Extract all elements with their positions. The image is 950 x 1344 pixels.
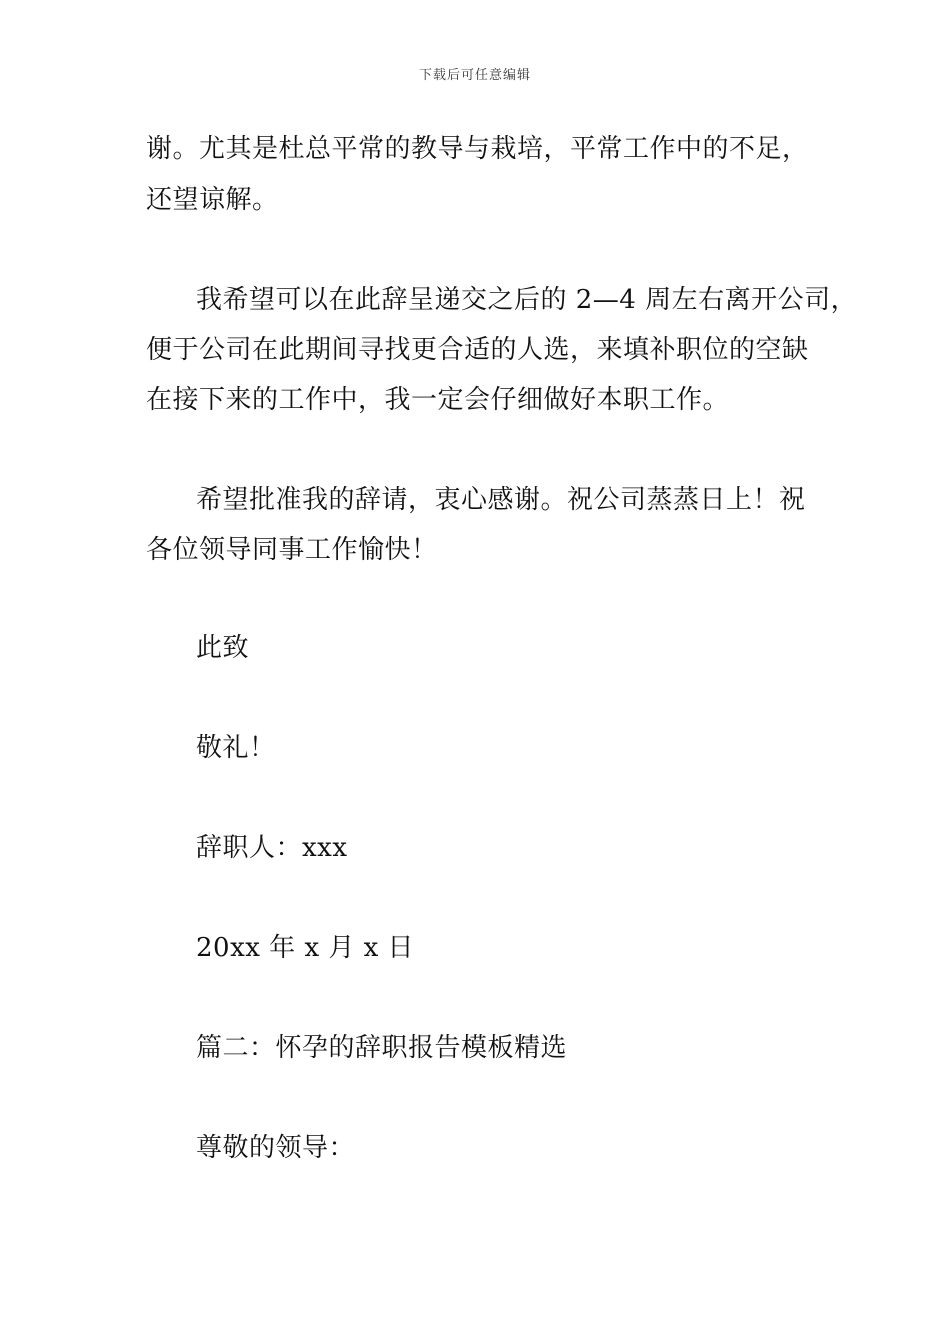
paragraph-line: 谢。尤其是杜总平常的教导与栽培，平常工作中的不足， [146,134,809,164]
closing-regards: 敬礼！ [196,733,276,763]
paragraph-line: 在接下来的工作中，我一定会仔细做好本职工作。 [146,385,730,415]
closing-salutation: 此致 [196,633,250,663]
paragraph-line: 我希望可以在此辞呈递交之后的 2—4 周左右离开公司， [196,285,858,315]
paragraph-line: 各位领导同事工作愉快！ [146,535,438,565]
letter-greeting: 尊敬的领导： [196,1133,356,1163]
date-line: 20xx 年 x 月 x 日 [196,933,415,963]
paragraph-line: 便于公司在此期间寻找更合适的人选，来填补职位的空缺 [146,335,809,365]
paragraph-line: 还望谅解。 [146,185,279,215]
paragraph-line: 希望批准我的辞请，衷心感谢。祝公司蒸蒸日上！祝 [196,485,806,515]
page-header: 下载后可任意编辑 [418,68,531,83]
section-title: 篇二：怀孕的辞职报告模板精选 [196,1033,568,1063]
signature-line: 辞职人：xxx [196,833,348,863]
